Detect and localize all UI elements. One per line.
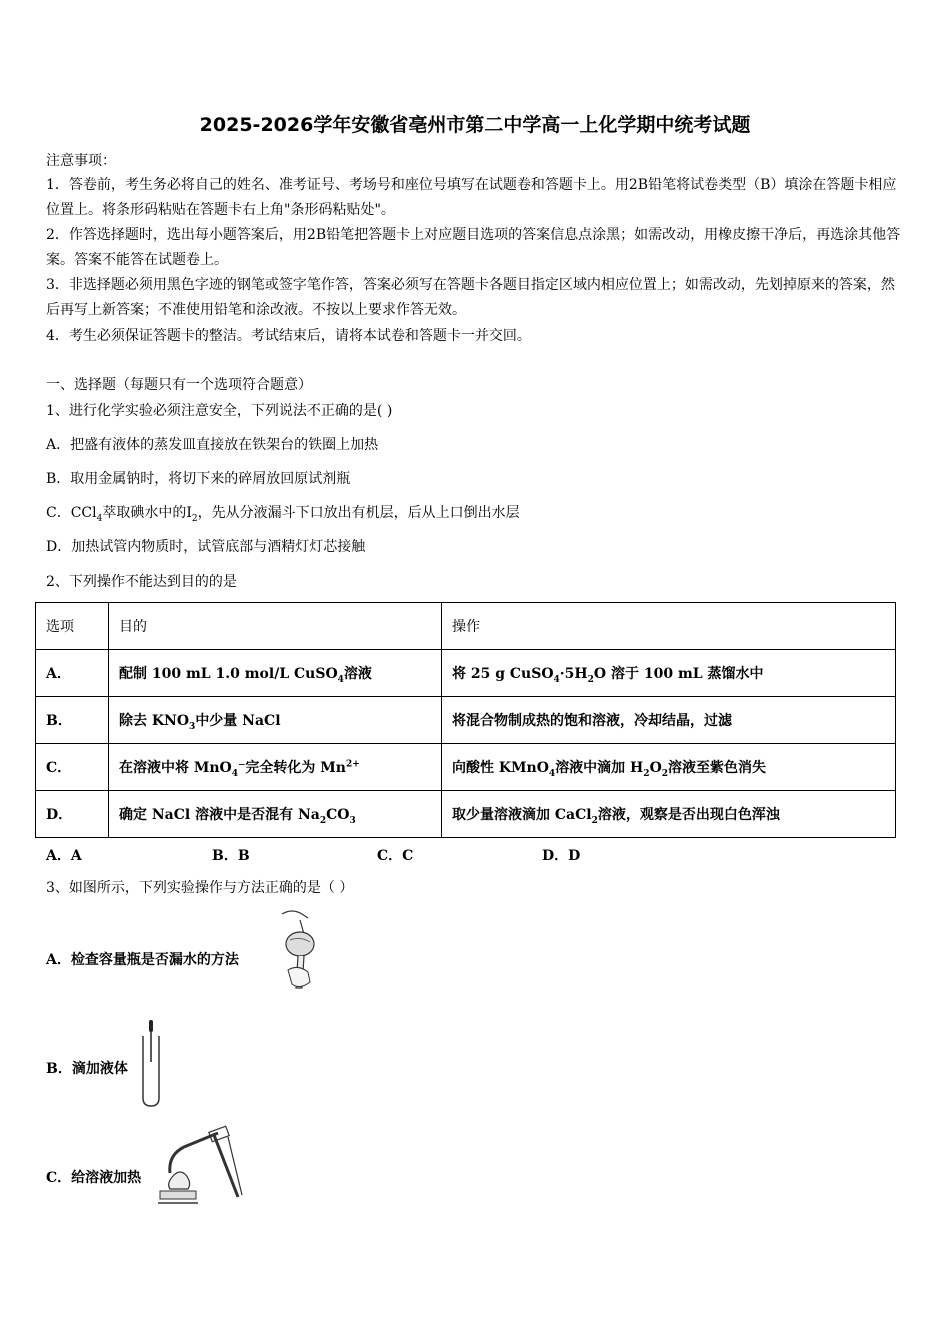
dropper-tube-illustration [140, 1018, 164, 1108]
row-goal: 配制 100 mL 1.0 mol/L CuSO$_4$溶液 [109, 650, 442, 697]
header-goal: 目的 [109, 603, 442, 650]
q1-option-c [46, 504, 520, 522]
page-title: 2025-2026学年安徽省亳州市第二中学高一上化学期中统考试题 [199, 114, 751, 136]
q2-choice-b: B．B [212, 848, 250, 864]
q1-option-b: B．取用金属钠时，将切下来的碎屑放回原试剂瓶 [46, 471, 351, 487]
q1-c-pre: C．CCl [46, 505, 97, 521]
row-operation: 取少量溶液滴加 CaCl$_2$溶液，观察是否出现白色浑浊 [442, 791, 896, 838]
notice-heading: 注意事项： [46, 153, 116, 169]
q3-option-a: A．检查容量瓶是否漏水的方法 [46, 952, 239, 968]
row-option: D． [36, 791, 109, 838]
header-option: 选项 [36, 603, 109, 650]
q2-choice-c: C．C [377, 848, 414, 864]
table-row [36, 744, 896, 791]
q2-stem: 2、下列操作不能达到目的的是 [46, 574, 237, 590]
q1-c-mid: 萃取碘水中的I [102, 505, 192, 521]
q2-choice-d: D．D [542, 848, 581, 864]
volumetric-flask-illustration [278, 908, 328, 998]
row-operation: 向酸性 KMnO$_4$溶液中滴加 $H_2O_2$溶液至紫色消失 [442, 744, 896, 791]
q1-option-d: D．加热试管内物质时，试管底部与酒精灯灯芯接触 [46, 539, 366, 555]
row-operation: 将 25 g $CuSO_4\cdot 5H_2O$ 溶于 100 mL 蒸馏水中 [442, 650, 896, 697]
section-heading: 一、选择题（每题只有一个选项符合题意） [46, 377, 312, 393]
q3-option-c: C．给溶液加热 [46, 1170, 142, 1186]
q1-c-sub1: 4 [96, 513, 103, 524]
table-row [36, 791, 896, 838]
q2-choice-a: A．A [46, 848, 82, 864]
q3-stem: 3、如图所示，下列实验操作与方法正确的是（ ） [46, 880, 354, 896]
q1-c-sub2: 2 [191, 513, 198, 524]
row-option: A． [36, 650, 109, 697]
q2-table [35, 602, 896, 838]
notice-item-2: 2．作答选择题时，选出每小题答案后，用2B铅笔把答题卡上对应题目选项的答案信息点涂黑；如需改动，用橡皮擦干净后，再选涂其他答案。答案不能答在试题卷上。 [46, 227, 901, 268]
row-option: C． [36, 744, 109, 791]
row-operation: 将混合物制成热的饱和溶液，冷却结晶，过滤 [442, 697, 896, 744]
row-goal: 除去 $KNO_3$中少量 NaCl [109, 697, 442, 744]
row-option: B． [36, 697, 109, 744]
notice-item-1: 1．答卷前，考生务必将自己的姓名、准考证号、考场号和座位号填写在试题卷和答题卡上。用2B铅笔将试卷类型（B）填涂在答题卡相应位置上。将条形码粘贴在答题卡右上角"条形码粘贴处"。 [46, 177, 897, 218]
table-row [36, 650, 896, 697]
notice-item-3: 3．非选择题必须用黑色字迹的钢笔或签字笔作答，答案必须写在答题卡各题目指定区域内相应位置上；如需改动，先划掉原来的答案，然后再写上新答案；不准使用铅笔和涂改液。不按以上要求作答无效。 [46, 277, 895, 318]
q3-option-b: B．滴加液体 [46, 1061, 128, 1077]
table-header-row [36, 603, 896, 650]
table-row [36, 697, 896, 744]
header-operation: 操作 [442, 603, 896, 650]
q1-c-post: ，先从分液漏斗下口放出有机层，后从上口倒出水层 [197, 505, 520, 521]
row-goal: 确定 NaCl 溶液中是否混有 $Na_2CO_3$ [109, 791, 442, 838]
notice-item-4: 4．考生必须保证答题卡的整洁。考试结束后，请将本试卷和答题卡一并交回。 [46, 328, 531, 344]
heating-setup-illustration [158, 1125, 244, 1205]
row-goal: 在溶液中将 MnO$_4$⁻完全转化为 $Mn^{2+}$ [109, 744, 442, 791]
q1-stem: 1、进行化学实验必须注意安全，下列说法不正确的是( ) [46, 403, 393, 419]
q1-option-a: A．把盛有液体的蒸发皿直接放在铁架台的铁圈上加热 [46, 437, 379, 453]
